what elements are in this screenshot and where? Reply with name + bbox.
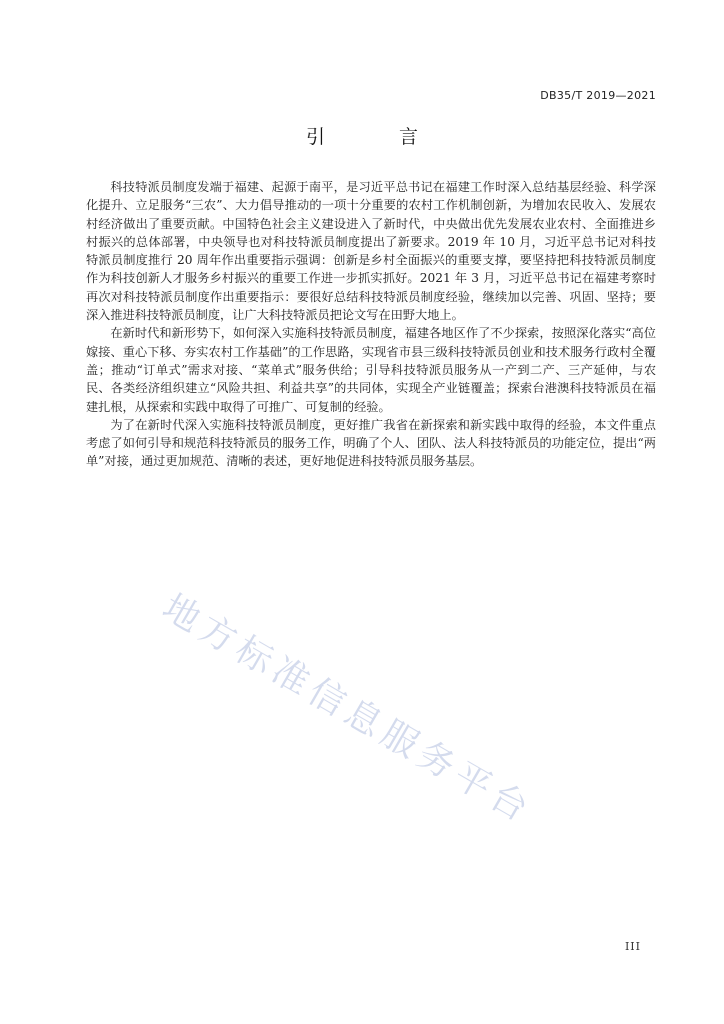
paragraph-2: 在新时代和新形势下，如何深入实施科技特派员制度，福建各地区作了不少探索，按照深化落实“高位嫁接、重心下移、夯实农村工作基础”的工作思路，实现省市县三级科技特派员创业和技术服务行政村全覆盖；推动“订单式”需求对接、“菜单式”服务供给；引导科技特派员服务从一产到二产、三产延伸，与农民、各类经济组织建立“风险共担、利益共享”的共同体，实现全产业链覆盖；探索台港澳科技特派员在福建扎根，从探索和实践中取得了可推广、可复制的经验。 [86,326,656,414]
page-title: 引 言 [305,126,453,148]
paragraph-1: 科技特派员制度发端于福建、起源于南平，是习近平总书记在福建工作时深入总结基层经验、科学深化提升、立足服务“三农”、大力倡导推动的一项十分重要的农村工作机制创新，为增加农民收入、发展农村经济做出了重要贡献。中国特色社会主义建设进入了新时代，中央做出优先发展农业农村、全面推进乡村振兴的总体部署，中央领导也对科技特派员制度提出了新要求。2019 年 10 月，习近平总书记对科技特派员制度推行 20 周年作出重要指示强调：创新是乡村全面振兴的重要支撑，要坚持把科技特派员制度作为科技创新人才服务乡村振兴的重要工作进一步抓实抓好。2021 年 3 月，习近平总书记在福建考察时再次对科技特派员制度作出重要指示：要很好总结科技特派员制度经验，继续加以完善、巩固、坚持；要深入推进科技特派员制度，让广大科技特派员把论文写在田野大地上。 [86,180,656,323]
watermark: 地方标准信息服务平台 [155,586,540,833]
page-number: III [624,940,641,953]
introduction-body [86,178,656,471]
paragraph-3: 为了在新时代深入实施科技特派员制度，更好推广我省在新探索和新实践中取得的经验，本文件重点考虑了如何引导和规范科技特派员的服务工作，明确了个人、团队、法人科技特派员的功能定位，提出“两单”对接，通过更加规范、清晰的表述，更好地促进科技特派员服务基层。 [86,417,656,469]
standard-code: DB35/T 2019—2021 [540,89,656,102]
